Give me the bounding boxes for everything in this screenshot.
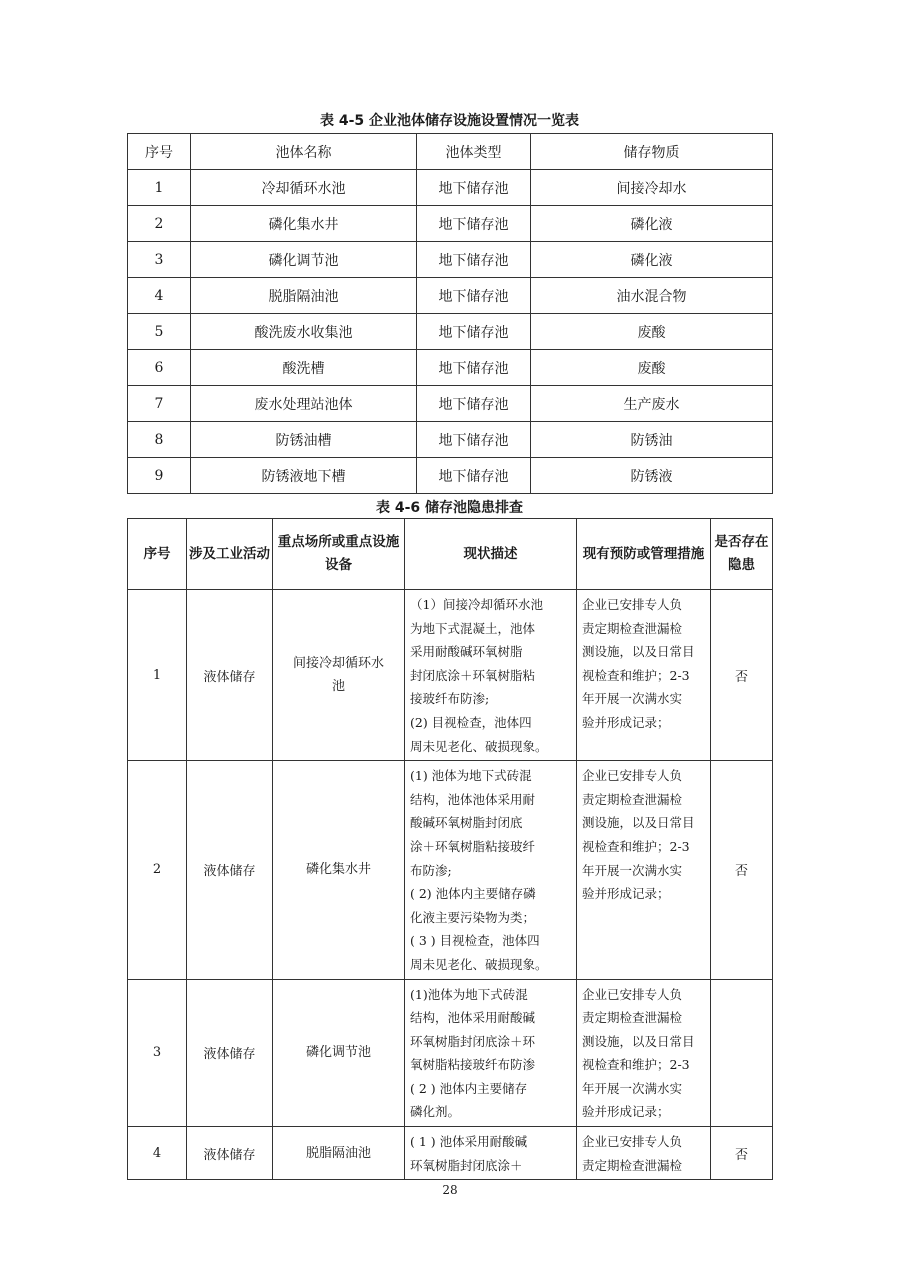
cell-hazard xyxy=(711,979,773,1127)
facility-text: 间接冷却循环水池 xyxy=(292,656,384,695)
measure-line: 验并形成记录； xyxy=(582,1104,670,1120)
description-line: 封闭底涂＋环氧树脂粘 xyxy=(410,667,536,683)
table-row xyxy=(128,314,773,350)
cell-description xyxy=(405,1127,577,1180)
cell-pool-type: 地下储存池 xyxy=(417,242,531,278)
measure-line: 年开展一次满水实 xyxy=(582,1080,683,1096)
cell-serial: 3 xyxy=(128,242,191,278)
cell-pool-name: 废水处理站池体 xyxy=(191,386,417,422)
table-row xyxy=(128,590,773,761)
cell-pool-name: 酸洗槽 xyxy=(191,350,417,386)
cell-facility xyxy=(273,1127,405,1180)
cell-description xyxy=(405,590,577,761)
cell-serial: 6 xyxy=(128,350,191,386)
table-row xyxy=(128,278,773,314)
facility-text: 磷化集水井 xyxy=(305,862,371,878)
table-4-5-caption: 表 4-5 企业池体储存设施设置情况一览表 xyxy=(319,113,580,129)
facility-text: 磷化调节池 xyxy=(305,1045,371,1061)
description-line: (1)池体为地下式砖混 xyxy=(410,986,528,1002)
cell-serial: 2 xyxy=(128,761,187,979)
cell-pool-name: 脱脂隔油池 xyxy=(191,278,417,314)
measure-line: 测设施，以及日常目 xyxy=(582,1033,695,1049)
description-line: 氧树脂粘接玻纤布防渗 xyxy=(410,1057,536,1073)
cell-description xyxy=(405,979,577,1127)
cell-pool-name: 冷却循环水池 xyxy=(191,170,417,206)
cell-serial: 4 xyxy=(128,1127,187,1180)
cell-substance: 防锈液 xyxy=(531,458,773,494)
description-line: 接玻纤布防渗; xyxy=(410,691,490,707)
description-line: 化液主要污染物为类； xyxy=(410,909,536,925)
header-cell: 现状描述 xyxy=(405,519,577,590)
table-row xyxy=(128,386,773,422)
description-line: 磷化剂。 xyxy=(410,1104,461,1120)
header-cell: 池体类型 xyxy=(417,134,531,170)
cell-pool-name: 酸洗废水收集池 xyxy=(191,314,417,350)
cell-pool-type: 地下储存池 xyxy=(417,314,531,350)
cell-measures xyxy=(577,590,711,761)
cell-pool-type: 地下储存池 xyxy=(417,278,531,314)
measure-line: 验并形成记录； xyxy=(582,714,670,730)
cell-substance: 间接冷却水 xyxy=(531,170,773,206)
cell-activity: 液体储存 xyxy=(187,979,273,1127)
description-line: 布防渗; xyxy=(410,862,452,878)
description-line: （1）间接冷却循环水池 xyxy=(410,597,543,612)
header-cell: 池体名称 xyxy=(191,134,417,170)
measure-line: 年开展一次满水实 xyxy=(582,862,683,878)
cell-serial: 5 xyxy=(128,314,191,350)
description-line: 采用耐酸碱环氧树脂 xyxy=(410,644,523,660)
measure-line: 企业已安排专人负 xyxy=(582,768,683,784)
description-line: (1) 池体为地下式砖混 xyxy=(410,768,532,784)
cell-pool-type: 地下储存池 xyxy=(417,206,531,242)
table-4-6 xyxy=(127,518,773,1180)
table-row xyxy=(128,1127,773,1180)
cell-hazard: 否 xyxy=(711,1127,773,1180)
cell-serial: 2 xyxy=(128,206,191,242)
cell-pool-type: 地下储存池 xyxy=(417,350,531,386)
measure-line: 视检查和维护；2-3 xyxy=(582,1057,690,1073)
cell-pool-name: 磷化集水井 xyxy=(191,206,417,242)
cell-facility xyxy=(273,590,405,761)
cell-serial: 4 xyxy=(128,278,191,314)
description-line: 周未见老化、破损现象。 xyxy=(410,956,548,972)
cell-serial: 9 xyxy=(128,458,191,494)
cell-substance: 生产废水 xyxy=(531,386,773,422)
cell-measures xyxy=(577,1127,711,1180)
header-cell: 重点场所或重点设施设备 xyxy=(273,519,405,590)
description-line: ( 1 ) 池体采用耐酸碱 xyxy=(410,1134,528,1150)
cell-serial: 1 xyxy=(128,170,191,206)
measure-line: 企业已安排专人负 xyxy=(582,597,683,612)
description-line: 结构，池体采用耐酸碱 xyxy=(410,1010,536,1026)
facility-text: 脱脂隔油池 xyxy=(305,1145,371,1161)
description-line: 周未见老化、破损现象。 xyxy=(410,738,548,754)
measure-line: 责定期检查泄漏检 xyxy=(582,791,683,807)
cell-serial: 7 xyxy=(128,386,191,422)
header-cell: 储存物质 xyxy=(531,134,773,170)
cell-activity: 液体储存 xyxy=(187,761,273,979)
measure-line: 测设施，以及日常目 xyxy=(582,815,695,831)
header-cell: 现有预防或管理措施 xyxy=(577,519,711,590)
cell-substance: 废酸 xyxy=(531,350,773,386)
cell-substance: 防锈油 xyxy=(531,422,773,458)
description-line: 涂＋环氧树脂粘接玻纤 xyxy=(410,838,536,854)
description-line: 环氧树脂封闭底涂＋ xyxy=(410,1157,523,1173)
cell-hazard: 否 xyxy=(711,761,773,979)
measure-line: 企业已安排专人负 xyxy=(582,986,683,1002)
table-4-6-caption: 表 4-6 储存池隐患排查 xyxy=(375,500,524,516)
measure-line: 视检查和维护；2-3 xyxy=(582,667,690,683)
description-line: 结构，池体池体采用耐 xyxy=(410,791,536,807)
table-row xyxy=(128,422,773,458)
cell-substance: 废酸 xyxy=(531,314,773,350)
table-row xyxy=(128,761,773,979)
cell-description xyxy=(405,761,577,979)
header-cell: 是否存在隐患 xyxy=(711,519,773,590)
header-cell: 涉及工业活动 xyxy=(187,519,273,590)
cell-serial: 3 xyxy=(128,979,187,1127)
table-header-row xyxy=(128,134,773,170)
cell-pool-name: 防锈油槽 xyxy=(191,422,417,458)
header-cell: 序号 xyxy=(128,134,191,170)
measure-line: 企业已安排专人负 xyxy=(582,1134,683,1150)
measure-line: 视检查和维护；2-3 xyxy=(582,838,690,854)
cell-pool-type: 地下储存池 xyxy=(417,170,531,206)
measure-line: 年开展一次满水实 xyxy=(582,691,683,707)
measure-line: 验并形成记录； xyxy=(582,886,670,902)
cell-pool-type: 地下储存池 xyxy=(417,386,531,422)
cell-activity: 液体储存 xyxy=(187,590,273,761)
cell-substance: 磷化液 xyxy=(531,206,773,242)
cell-facility xyxy=(273,761,405,979)
cell-measures xyxy=(577,979,711,1127)
cell-hazard: 否 xyxy=(711,590,773,761)
cell-pool-name: 防锈液地下槽 xyxy=(191,458,417,494)
description-line: (2) 目视检查，池体四 xyxy=(410,714,532,730)
measure-line: 责定期检查泄漏检 xyxy=(582,1157,683,1173)
measure-line: 责定期检查泄漏检 xyxy=(582,620,683,636)
description-line: 环氧树脂封闭底涂＋环 xyxy=(410,1033,536,1049)
table-4-5 xyxy=(127,133,773,494)
table-row xyxy=(128,170,773,206)
table-row xyxy=(128,242,773,278)
description-line: ( 3 ) 目视检查，池体四 xyxy=(410,933,540,949)
cell-substance: 油水混合物 xyxy=(531,278,773,314)
description-line: 为地下式混凝土，池体 xyxy=(410,620,536,636)
header-cell: 序号 xyxy=(128,519,187,590)
cell-pool-type: 地下储存池 xyxy=(417,422,531,458)
table-row xyxy=(128,350,773,386)
cell-pool-type: 地下储存池 xyxy=(417,458,531,494)
cell-facility xyxy=(273,979,405,1127)
table-header-row xyxy=(128,519,773,590)
description-line: 酸碱环氧树脂封闭底 xyxy=(410,815,523,831)
description-line: ( 2) 池体内主要储存磷 xyxy=(410,886,536,902)
cell-substance: 磷化液 xyxy=(531,242,773,278)
table-row xyxy=(128,206,773,242)
cell-serial: 8 xyxy=(128,422,191,458)
description-line: ( 2 ) 池体内主要储存 xyxy=(410,1080,528,1096)
cell-measures xyxy=(577,761,711,979)
table-row xyxy=(128,458,773,494)
page-number: 28 xyxy=(442,1183,458,1197)
cell-serial: 1 xyxy=(128,590,187,761)
table-row xyxy=(128,979,773,1127)
cell-activity: 液体储存 xyxy=(187,1127,273,1180)
measure-line: 责定期检查泄漏检 xyxy=(582,1010,683,1026)
measure-line: 测设施，以及日常目 xyxy=(582,644,695,660)
cell-pool-name: 磷化调节池 xyxy=(191,242,417,278)
